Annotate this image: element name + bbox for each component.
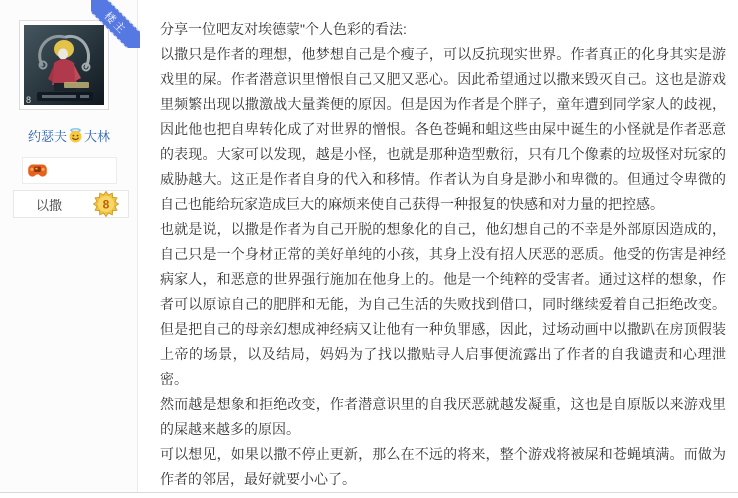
post-content: [160, 17, 726, 492]
username-suffix: 大林: [84, 129, 111, 144]
medal-box[interactable]: [22, 157, 117, 184]
forum-level-badge[interactable]: [13, 190, 129, 218]
gamepad-medal-icon: [28, 163, 47, 178]
post-paragraph: 可以想见，如果以撒不停止更新，那么在不远的将来，整个游戏将被屎和苍蝇填满。而做为作者的邻居，最好就要小心了。: [160, 446, 726, 487]
username-link[interactable]: [0, 128, 138, 146]
post-paragraph: 然而越是想象和拒绝改变，作者潜意识里的自我厌恶就越发凝重，这也是自原版以来游戏里的屎越来越多的原因。: [160, 396, 726, 437]
character-coat: [52, 59, 77, 85]
op-ribbon-band: [91, 0, 140, 48]
author-sidebar: [0, 0, 138, 492]
avatar-overlay-number: 8: [26, 95, 32, 105]
level-star-icon: [93, 191, 119, 217]
character-mask: [58, 49, 68, 60]
op-ribbon: [91, 0, 140, 48]
halo-smiley-icon: [68, 128, 83, 143]
post-paragraph: 以撒只是作者的理想，他梦想自己是个瘦子，可以反抗现实世界。作者真正的化身其实是游戏里的屎。作者潜意识里憎恨自己又肥又恶心。因此希望通过以撒来毁灭自己。这也是游戏里频繁出现以撒激战大量粪便的原因。但是因为作者是个胖子，童年遭到同学家人的歧视，因此他也把自卑转化成了对世界的憎恨。各色苍蝇和蛆这些由屎中诞生的小怪就是作者恶意的表现。大家可以发现，越是小怪，也就是那种造型敷衍，只有几个像素的垃圾怪对玩家的威胁越大。这正是作者自身的代入和移情。作者认为自身是渺小和卑微的。但通过令卑微的自己也能给玩家造成巨大的麻烦来使自己获得一种报复的快感和对力量的把控感。: [160, 46, 726, 212]
post-paragraph: 分享一位吧友对埃德蒙"个人色彩的看法:: [160, 21, 407, 37]
username-prefix: 约瑟夫: [27, 129, 67, 144]
op-ribbon-label: 楼主: [101, 9, 129, 37]
avatar-overlay-caption: [64, 82, 89, 88]
post-paragraph: 也就是说，以撒是作者为自己开脱的想象化的自己，他幻想自己的不幸是外部原因造成的，自己只是一个身材正常的美好单纯的小孩，其身上没有招人厌恶的恶质。他受的伤害是神经病家人，和恶意的世界强行施加在他身上的。他是一个纯粹的受害者。通过这样的想象，作者可以原谅自己的肥胖和无能，为自己生活的失败找到借口，同时继续爱着自己拒绝改变。但是把自己的母亲幻想成神经病又让他有一种负罪感，因此，过场动画中以撒趴在房顶假装上帝的场景，以及结局，妈妈为了找以撒贴寻人启事便流露出了作者的自我谴责和心理泄密。: [160, 221, 726, 387]
forum-name: 以撒: [36, 197, 63, 213]
level-number: 8: [102, 197, 110, 212]
